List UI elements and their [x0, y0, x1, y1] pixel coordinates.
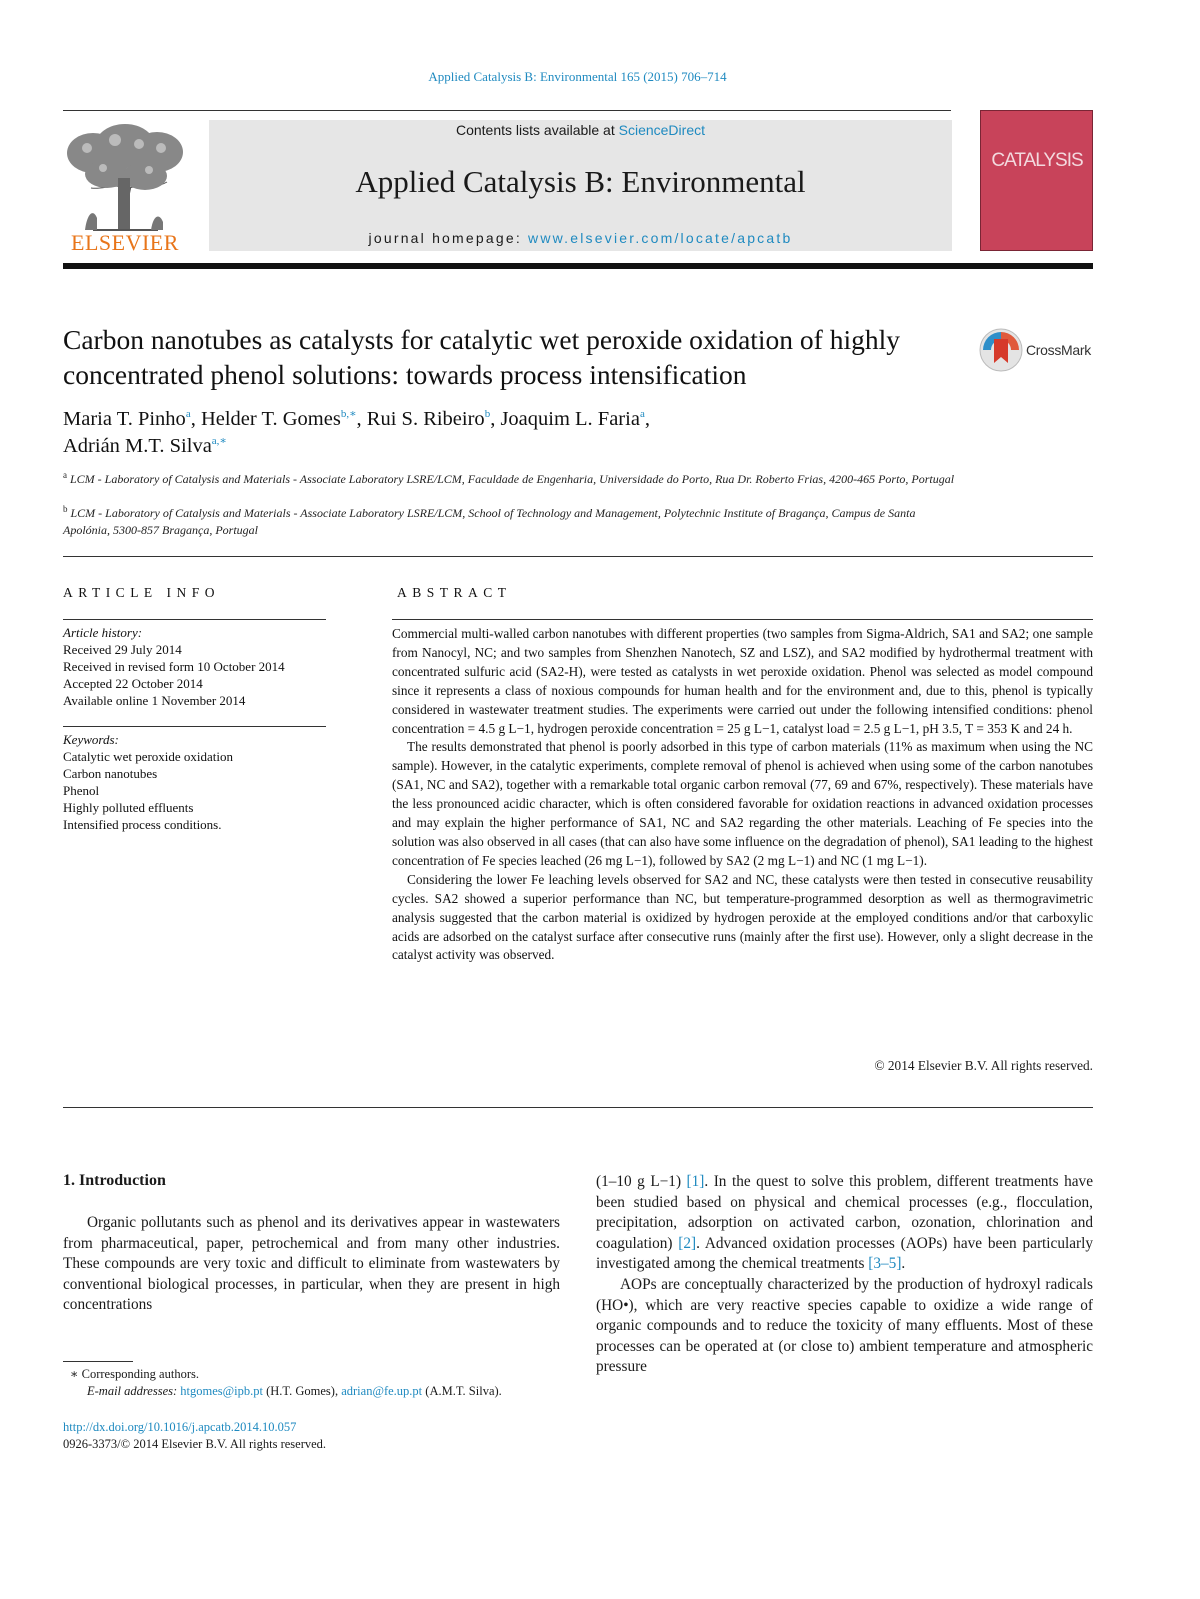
- email-owner: (A.M.T. Silva).: [422, 1384, 502, 1398]
- header-thick-rule: [63, 263, 1093, 269]
- contents-prefix: Contents lists available at: [455, 122, 619, 138]
- author-separator: ,: [356, 408, 367, 430]
- doi-link[interactable]: http://dx.doi.org/10.1016/j.apcatb.2014.10.057: [63, 1420, 297, 1434]
- affiliation-mark: b: [63, 504, 68, 514]
- footnote-rule: [63, 1361, 133, 1362]
- article-title: Carbon nanotubes as catalysts for catalytic wet peroxide oxidation of highly concentrated phenol solutions: towards process intensification: [63, 324, 900, 390]
- history-item: Available online 1 November 2014: [63, 693, 246, 708]
- affiliation-text: LCM - Laboratory of Catalysis and Materials - Associate Laboratory LSRE/LCM, Faculdade de Engenharia, Universidade do Porto, Rua Dr. Roberto Frias, 4200-465 Porto, Portugal: [70, 472, 955, 486]
- author-name[interactable]: Maria T. Pinho: [63, 408, 186, 430]
- email-note: [87, 1383, 502, 1400]
- history-item: Accepted 22 October 2014: [63, 676, 203, 691]
- email-owner: (H.T. Gomes),: [262, 1384, 342, 1398]
- abstract-rule: [392, 619, 1093, 620]
- author-separator: ,: [190, 408, 201, 430]
- author-list: [63, 406, 963, 460]
- abstract-paragraph: The results demonstrated that phenol is poorly adsorbed in this type of carbon materials (11% as maximum when using the NC sample). However, in the catalytic experiments, complete removal of phenol is achieved when using some of the carbon nanotubes (SA1, NC and SA2), together with a remarkable total organic carbon removal (77, 69 and 67%, respectively). These materials have the less pronounced acidic character, which is often considered favorable for oxidation reactions in advanced oxidation processes and may explain the higher performance of SA1, NC and SA2 regarding the other materials. Leaching of Fe species into the solution was also observed in all cases (that can also have some influence on the degradation of phenol), SA1 leading to the highest concentration of Fe species leached (26 mg L−1), followed by SA2 (2 mg L−1) and NC (1 mg L−1).: [392, 739, 1093, 868]
- header-rule: [63, 110, 951, 111]
- homepage-line: [209, 230, 952, 246]
- abstract-copyright: © 2014 Elsevier B.V. All rights reserved.: [874, 1058, 1093, 1073]
- keywords-label: Keywords:: [63, 732, 119, 747]
- body-text: . Advanced oxidation processes (AOPs) have been particularly investigated among the chemical treatments: [596, 1234, 1094, 1273]
- author-affiliation-mark[interactable]: a: [185, 408, 191, 420]
- keyword: Intensified process conditions.: [63, 817, 222, 832]
- abstract-paragraph: Commercial multi-walled carbon nanotubes with different properties (two samples from Sigma-Aldrich, SA1 and SA2; one sample from Nanocyl, NC; and two samples from Shenzhen Nanotech, SZ and LSZ), and SA2 modified by hydrothermal treatment with concentrated sulfuric acid (SA2-H), were tested as catalysts in wet peroxide oxidation. Phenol was selected as model compound since it represents a class of noxious compounds for human health and for the environment and, due to this, phenol is typically considered in wastewater treatment studies. The experiments were carried out under the following intensified conditions: phenol concentration = 4.5 g L−1, hydrogen peroxide concentration = 25 g L−1, catalyst load = 2.5 g L−1, pH 3.5, T = 353 K and 24 h.: [392, 626, 1093, 736]
- article-info-rule: [63, 619, 326, 620]
- history-label: Article history:: [63, 625, 143, 640]
- homepage-prefix: journal homepage:: [368, 230, 529, 246]
- author-separator: ,: [644, 408, 650, 430]
- section-divider: [63, 556, 1093, 557]
- abstract-heading: ABSTRACT: [397, 585, 512, 600]
- keyword: Catalytic wet peroxide oxidation: [63, 749, 234, 764]
- author-affiliation-mark[interactable]: a,∗: [211, 435, 227, 447]
- email-label: E-mail addresses:: [87, 1384, 181, 1398]
- journal-cover-thumbnail: [980, 110, 1093, 251]
- body-text: (1–10 g L−1): [596, 1173, 687, 1190]
- article-history: [63, 624, 326, 709]
- email-link[interactable]: htgomes@ipb.pt: [180, 1384, 263, 1398]
- author-name[interactable]: Joaquim L. Faria: [500, 408, 640, 430]
- body-column-right: [596, 1172, 1093, 1378]
- article-info-heading: ARTICLE INFO: [63, 585, 221, 600]
- author-name[interactable]: Rui S. Ribeiro: [366, 408, 485, 430]
- abstract-paragraph: Considering the lower Fe leaching levels observed for SA2 and NC, these catalysts were then tested in consecutive reusability cycles. SA2 showed a superior performance than NC, but temperature-programmed desorption as well as thermogravimetric analysis suggested that the carbon material is oxidized by hydrogen peroxide at the employed conditions and/or that carboxylic acids are adsorbed on the catalyst surface after consecutive runs (mainly after the first use). However, only a slight decrease in the catalyst activity was observed.: [392, 871, 1093, 963]
- sciencedirect-link[interactable]: ScienceDirect: [618, 122, 705, 138]
- reference-link[interactable]: [1]: [686, 1173, 705, 1190]
- body-paragraph: AOPs are conceptually characterized by the production of hydroxyl radicals (HO•), which are very reactive species capable to oxidize a wide range of organic compounds and to reduce the toxicity of many effluents. Most of these processes can be operated at (or close to) ambient temperature and atmospheric pressure: [596, 1275, 1093, 1376]
- journal-homepage-link[interactable]: www.elsevier.com/locate/apcatb: [528, 230, 793, 246]
- elsevier-wordmark: ELSEVIER: [71, 230, 179, 255]
- journal-cover-title: CATALYSIS: [991, 150, 1083, 171]
- keywords-list: [63, 731, 326, 833]
- affiliation-a: [63, 471, 963, 488]
- reference-link[interactable]: [2]: [678, 1234, 697, 1252]
- affiliation-text: LCM - Laboratory of Catalysis and Materials - Associate Laboratory LSRE/LCM, School of Technology and Management, Polytechnic Institute of Bragança, Campus de Santa Apolónia, 5300-857 Bragança, Portugal: [63, 506, 916, 537]
- history-item: Received in revised form 10 October 2014: [63, 659, 285, 674]
- body-text: .: [901, 1255, 906, 1273]
- author-affiliation-mark[interactable]: a: [639, 408, 645, 420]
- author-affiliation-mark[interactable]: b: [484, 408, 491, 420]
- corresponding-note: ∗ Corresponding authors.: [70, 1367, 199, 1381]
- section-divider: [63, 1107, 1093, 1108]
- introduction-heading: 1. Introduction: [63, 1172, 166, 1189]
- keyword: Phenol: [63, 783, 100, 798]
- keyword: Highly polluted effluents: [63, 800, 194, 815]
- history-item: Received 29 July 2014: [63, 642, 182, 657]
- author-separator: ,: [490, 408, 501, 430]
- crossmark-icon[interactable]: [978, 327, 1024, 373]
- abstract-body: [392, 625, 1093, 965]
- issn-line: 0926-3373/© 2014 Elsevier B.V. All rights reserved.: [63, 1437, 327, 1451]
- journal-name: Applied Catalysis B: Environmental: [355, 164, 806, 199]
- keywords-rule: [63, 726, 326, 727]
- author-name[interactable]: Adrián M.T. Silva: [63, 435, 212, 457]
- affiliation-b: [63, 505, 963, 539]
- crossmark-label[interactable]: CrossMark: [1026, 342, 1091, 358]
- reference-link[interactable]: [3–5]: [868, 1255, 902, 1273]
- body-paragraph: [596, 1172, 1093, 1275]
- contents-line: [209, 122, 952, 138]
- keyword: Carbon nanotubes: [63, 766, 158, 781]
- body-paragraph: Organic pollutants such as phenol and its derivatives appear in wastewaters from pharmaceutical, paper, petrochemical and from many other industries. These compounds are very toxic and difficult to eliminate from wastewaters by conventional biological processes, in particular, when they are present in high concentrations: [63, 1214, 560, 1314]
- email-link[interactable]: adrian@fe.up.pt: [341, 1384, 423, 1398]
- journal-reference-link[interactable]: Applied Catalysis B: Environmental 165 (2015) 706–714: [428, 69, 727, 84]
- author-affiliation-mark[interactable]: b,∗: [340, 408, 357, 420]
- affiliation-mark: a: [63, 470, 67, 480]
- body-column-left: [63, 1213, 560, 1316]
- body-text: . In the quest to solve this problem, different treatments have been studied based on physical and chemical processes (e.g., flocculation, precipitation, adsorption on activated carbon, ozonation, chlorination and coagulation): [596, 1173, 1093, 1252]
- author-name[interactable]: Helder T. Gomes: [200, 408, 341, 430]
